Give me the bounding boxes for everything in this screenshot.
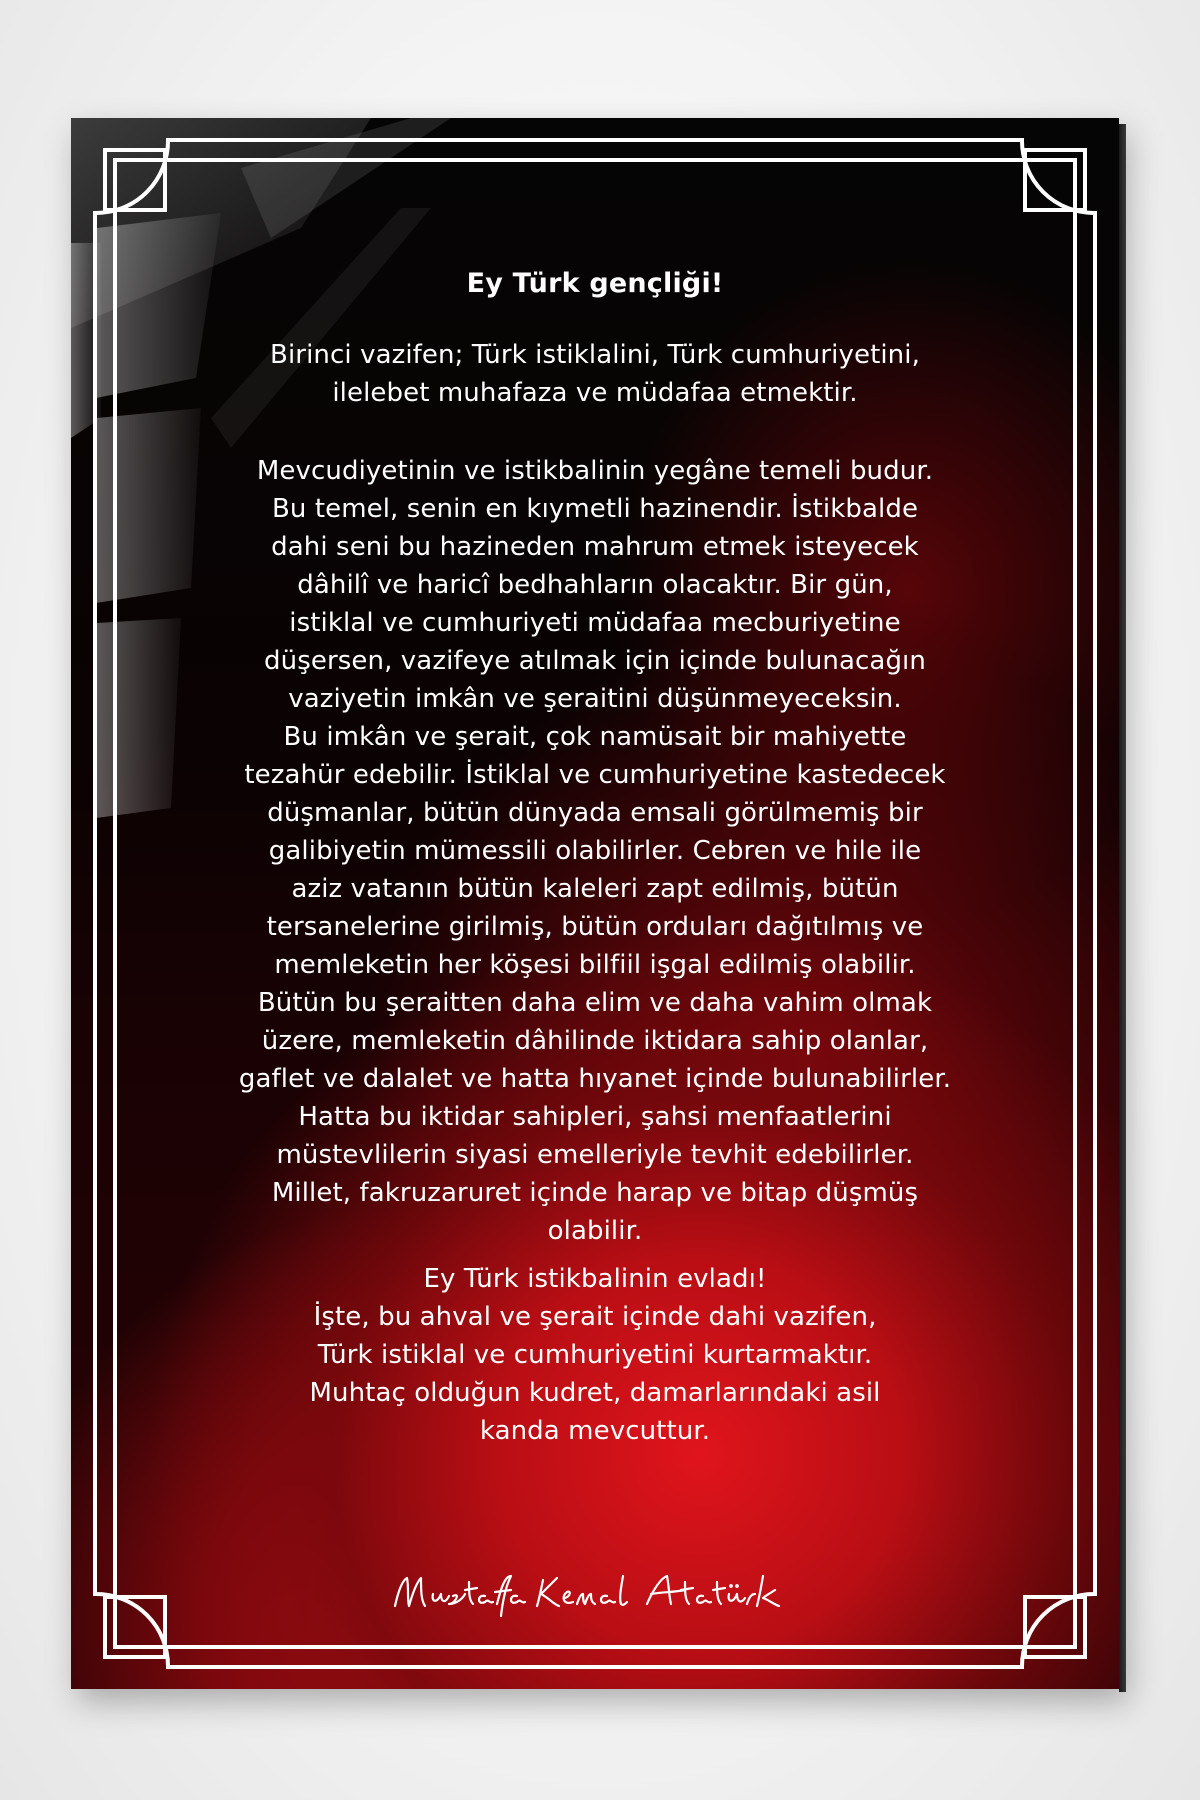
signature xyxy=(71,1558,1119,1632)
heading: Ey Türk gençliği! xyxy=(466,268,724,299)
paragraph-1 xyxy=(161,336,1029,412)
text-line: düşersen, vazifeye atılmak için içinde bulunacağın xyxy=(264,646,926,676)
text-line: düşmanlar, bütün dünyada emsali görülmemiş bir xyxy=(267,798,923,828)
text-line: tersanelerine girilmiş, bütün orduları dağıtılmış ve xyxy=(266,912,924,942)
text-line: Mevcudiyetinin ve istikbalinin yegâne temeli budur. xyxy=(256,456,934,486)
text-line: memleketin her köşesi bilfiil işgal edilmiş olabilir. xyxy=(274,950,916,980)
poster xyxy=(71,118,1119,1689)
text-line: dâhilî ve haricî bedhahların olacaktır. Bir gün, xyxy=(297,570,893,600)
text-line: İşte, bu ahval ve şerait içinde dahi vazifen, xyxy=(313,1302,877,1332)
text-line: dahi seni bu hazineden mahrum etmek isteyecek xyxy=(271,532,919,562)
text-line: Ey Türk istikbalinin evladı! xyxy=(423,1264,767,1294)
text-line: Bütün bu şeraitten daha elim ve daha vahim olmak xyxy=(257,988,933,1018)
text-line: kanda mevcuttur. xyxy=(479,1416,711,1446)
text-line: Türk istiklal ve cumhuriyetini kurtarmaktır. xyxy=(317,1340,873,1370)
text-line: Bu temel, senin en kıymetli hazinendir. İstikbalde xyxy=(271,494,919,524)
text-line: olabilir. xyxy=(547,1216,643,1246)
poster-edge xyxy=(1119,124,1126,1692)
signature-graphic xyxy=(385,1558,805,1628)
text-line: gaflet ve dalalet ve hatta hıyanet içinde bulunabilirler. xyxy=(238,1064,952,1094)
text-line: aziz vatanın bütün kaleleri zapt edilmiş, bütün xyxy=(291,874,899,904)
text-line: tezahür edebilir. İstiklal ve cumhuriyetine kastedecek xyxy=(244,760,946,790)
paragraph-3 xyxy=(161,1260,1029,1450)
text-line: istiklal ve cumhuriyeti müdafaa mecburiyetine xyxy=(289,608,901,638)
text-line: müstevlilerin siyasi emelleriyle tevhit edebilirler. xyxy=(276,1140,914,1170)
text-line: galibiyetin mümessili olabilirler. Cebren ve hile ile xyxy=(268,836,922,866)
paragraph-2 xyxy=(161,452,1029,1250)
text-line: vaziyetin imkân ve şeraitini düşünmeyeceksin. xyxy=(288,684,902,714)
text-line: Birinci vazifen; Türk istiklalini, Türk cumhuriyetini, xyxy=(270,340,920,370)
text-line: üzere, memleketin dâhilinde iktidara sahip olanlar, xyxy=(261,1026,929,1056)
text-line: ilelebet muhafaza ve müdafaa etmektir. xyxy=(332,378,858,408)
text-line: Millet, fakruzaruret içinde harap ve bitap düşmüş xyxy=(271,1178,919,1208)
text-line: Bu imkân ve şerait, çok namüsait bir mahiyette xyxy=(283,722,907,752)
text-line: Hatta bu iktidar sahipleri, şahsi menfaatlerini xyxy=(298,1102,892,1132)
poem-text xyxy=(71,118,1119,1689)
text-line: Muhtaç olduğun kudret, damarlarındaki asil xyxy=(309,1378,881,1408)
